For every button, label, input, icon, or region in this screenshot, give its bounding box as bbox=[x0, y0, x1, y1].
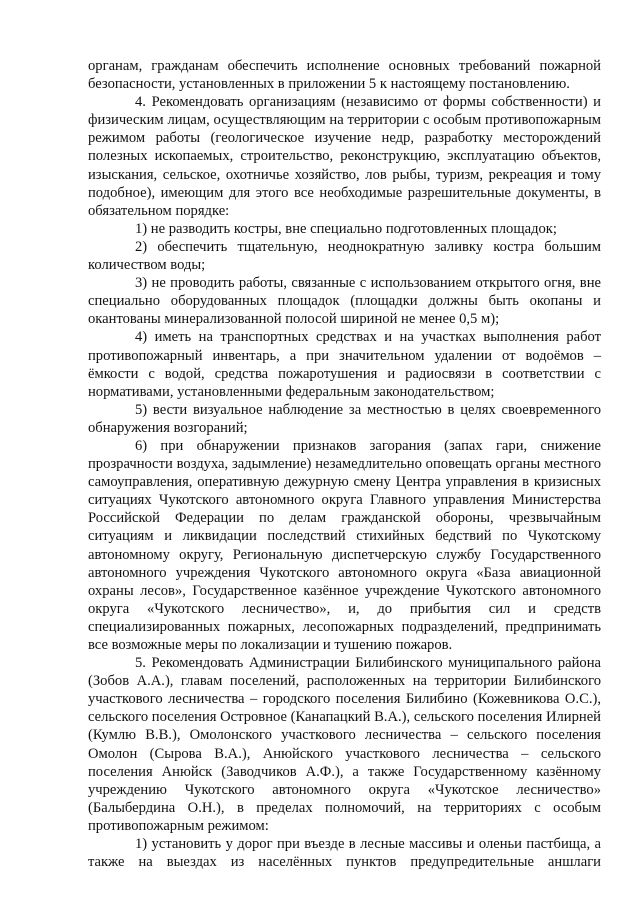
paragraph-continuation: органам, гражданам обеспечить исполнение основных требований пожарной безопасности, установленных в приложении 5 к настоящему постановлению. bbox=[88, 58, 601, 93]
document-page bbox=[88, 57, 601, 871]
paragraph-subitem-6: 6) при обнаружении признаков загорания (запах гари, снижение прозрачности воздуха, задымление) незамедлительно оповещать органы местного самоуправления, оперативную дежурную смену Центра управления в кризисных ситуациях Чукотского автономного округа Главного управления Министерства Российской Федерации по делам гражданской обороны, чрезвычайным ситуациям и ликвидации последствий стихийных бедствий по Чукотскому автономному округу, Региональную диспетчерскую службу Государственного автономного учреждения Чукотского автономного округа «База авиационной охраны лесов», Государственное казённое учреждение Чукотского автономного округа «Чукотского лесничество», и, до прибытия сил и средств специализированных пожарных, лесопожарных подразделений, предпринимать все возможные меры по локализации и тушению пожаров. bbox=[88, 437, 601, 653]
paragraph-subitem-1: 1) не разводить костры, вне специально подготовленных площадок; bbox=[135, 220, 557, 237]
paragraph-item-5: 5. Рекомендовать Администрации Билибинского муниципального района (Зобов А.А.), главам поселений, расположенных на территории Билибинского участкового лесничества – городского поселения Билибино (Кожевникова О.С.), сельского поселения Островное (Канапацкий В.А.), сельского поселения Илирней (Кумлю В.В.), Омолонского участкового лесничества – сельского поселения Омолон (Сырова В.А.), Анюйского участкового лесничества – сельского поселения Анюйск (Заводчиков А.Ф.), а также Государственному казённому учреждению Чукотского автономного округа «Чукотское лесничество» (Балыбердина О.Н.), в пределах полномочий, на территориях с особым противопожарным режимом: bbox=[88, 655, 601, 834]
paragraph-item-5-subitem-1: 1) установить у дорог при въезде в лесные массивы и оленьи пастбища, а также на выездах из населённых пунктов предупредительные аншлаги bbox=[88, 836, 601, 871]
paragraph-subitem-2: 2) обеспечить тщательную, неоднократную заливку костра большим количеством воды; bbox=[88, 238, 601, 274]
paragraph-subitem-5: 5) вести визуальное наблюдение за местностью в целях своевременного обнаружения возгораний; bbox=[88, 401, 601, 436]
paragraph-subitem-3: 3) не проводить работы, связанные с использованием открытого огня, вне специально оборудованных площадок (площадки должны быть окопаны и окантованы минерализованной полосой шириной не менее 0,5 м); bbox=[88, 275, 601, 328]
paragraph-item-4: 4. Рекомендовать организациям (независимо от формы собственности) и физическим лицам, осуществляющим на территории с особым противопожарным режимом работы (геологическое изучение недр, разработку месторождений полезных ископаемых, строительство, реконструкцию, эксплуатацию объектов, изыскания, сельское, охотничье хозяйство, лов рыбы, туризм, рекреация и тому подобное), имеющим для этого все необходимые разрешительные документы, в обязательном порядке: bbox=[88, 94, 601, 219]
paragraph-subitem-4: 4) иметь на транспортных средствах и на участках выполнения работ противопожарный инвентарь, а при значительном удалении от водоёмов – ёмкости с водой, средства пожаротушения и радиосвязи в соответствии с нормативами, установленными федеральным законодательством; bbox=[88, 329, 601, 400]
